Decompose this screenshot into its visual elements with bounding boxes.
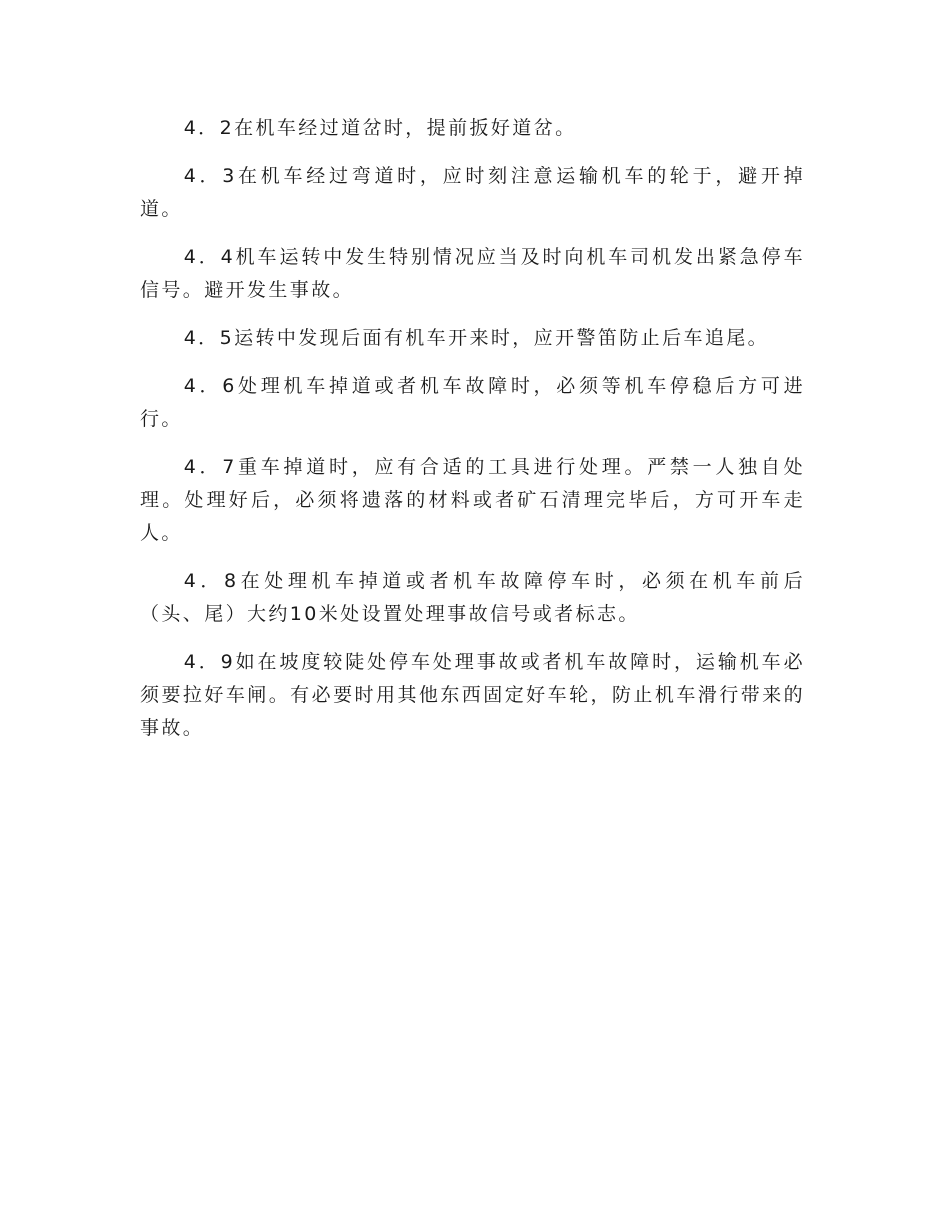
- document-body: [140, 112, 805, 760]
- paragraph-4-3: 4．3在机车经过弯道时，应时刻注意运输机车的轮于，避开掉道。: [140, 165, 805, 220]
- paragraph-4-4: 4．4机车运转中发生特别情况应当及时向机车司机发出紧急停车信号。避开发生事故。: [140, 246, 805, 301]
- paragraph-4-6: 4．6处理机车掉道或者机车故障时，必须等机车停稳后方可进行。: [140, 375, 805, 430]
- paragraph-4-8: 4．8在处理机车掉道或者机车故障停车时，必须在机车前后（头、尾）大约10米处设置处理事故信号或者标志。: [140, 570, 805, 625]
- paragraph-4-9: 4．9如在坡度较陡处停车处理事故或者机车故障时，运输机车必须要拉好车闸。有必要时用其他东西固定好车轮，防止机车滑行带来的事故。: [140, 651, 805, 739]
- paragraph-4-2: 4．2在机车经过道岔时，提前扳好道岔。: [183, 117, 577, 139]
- paragraph-4-7: 4．7重车掉道时，应有合适的工具进行处理。严禁一人独自处理。处理好后，必须将遗落的材料或者矿石清理完毕后，方可开车走人。: [140, 456, 805, 544]
- paragraph-4-5: 4．5运转中发现后面有机车开来时，应开警笛防止后车追尾。: [183, 327, 770, 349]
